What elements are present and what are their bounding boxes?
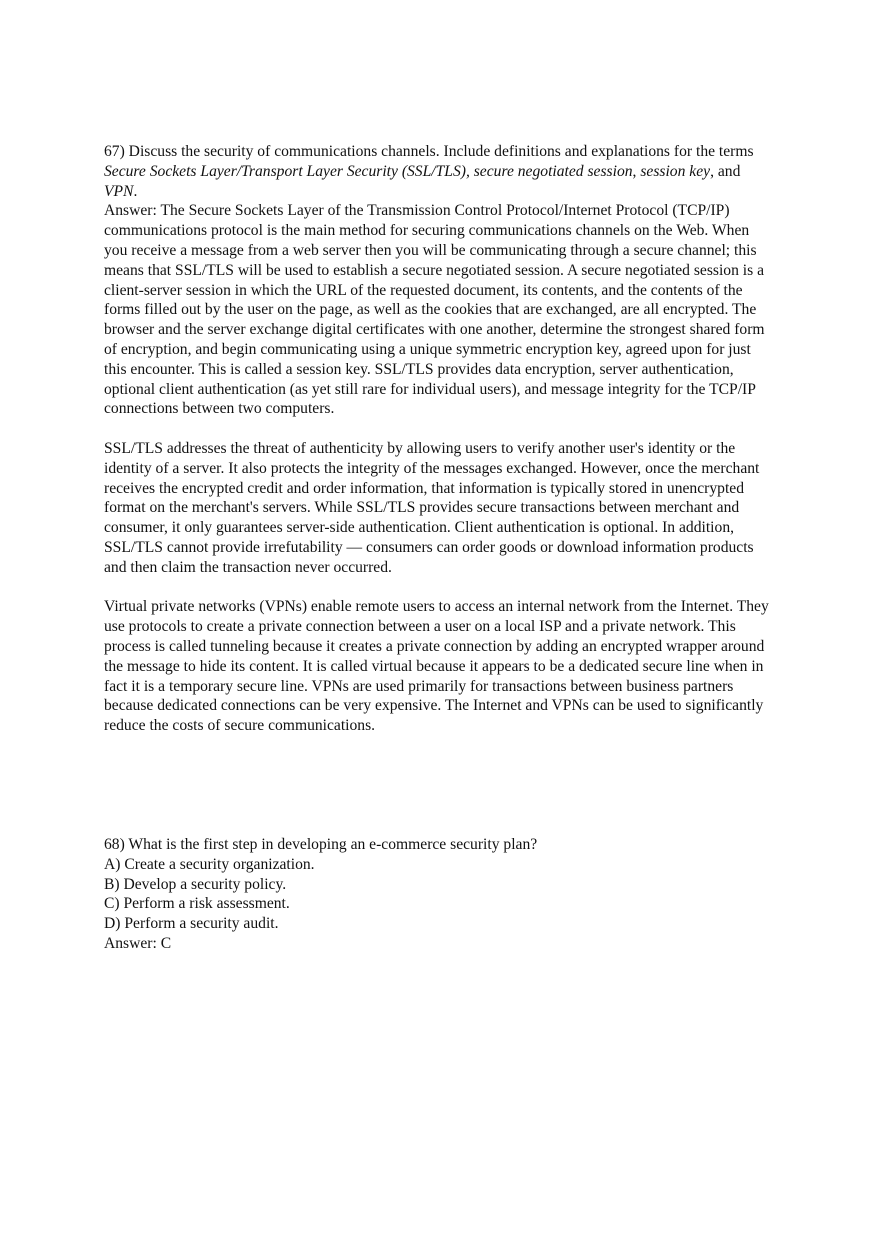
answer-67-paragraph-2: SSL/TLS addresses the threat of authenticity by allowing users to verify another user's identity or the identity of a server. It also protects the integrity of the messages exchanged. However, once the merchant receives the encrypted credit and order information, that information is typically stored in unencrypted format on the merchant's servers. While SSL/TLS provides secure transactions between merchant and consumer, it only guarantees server-side authentication. Client authentication is optional. In addition, SSL/TLS cannot provide irrefutability — consumers can order goods or download information products and then claim the transaction never occurred. (104, 439, 760, 576)
question-68-text: 68) What is the first step in developing an e-commerce security plan? (104, 835, 538, 853)
answer-67-paragraph-1: Answer: The Secure Sockets Layer of the Transmission Control Protocol/Internet Protocol (TCP/IP) communications protocol is the main method for securing communications channels on the Web. When you receive a message from a web server then you will be communicating through a secure channel; this means that SSL/TLS will be used to establish a secure negotiated session. A secure negotiated session is a client-server session in which the URL of the requested document, its contents, and the contents of the forms filled out by the user on the page, as well as the cookies that are exchanged, are all encrypted. The browser and the server exchange digital certificates with one another, determine the strongest shared form of encryption, and begin communicating using a unique symmetric encryption key, agreed upon for just this encounter. This is called a session key. SSL/TLS provides data encryption, server authentication, optional client authentication (as yet still rare for individual users), and message integrity for the TCP/IP connections between two computers. (104, 202, 765, 418)
document-page (104, 142, 776, 954)
term-ssl-tls: Secure Sockets Layer/Transport Layer Security (SSL/TLS), secure negotiated session (104, 162, 633, 180)
question-68-option-c: C) Perform a risk assessment. (104, 895, 290, 913)
question-68-option-d: D) Perform a security audit. (104, 915, 279, 933)
question-68-option-a: A) Create a security organization. (104, 855, 315, 873)
question-67-prompt (104, 142, 776, 201)
prompt-period: . (133, 182, 138, 200)
answer-67-paragraph-3: Virtual private networks (VPNs) enable remote users to access an internal network from the Internet. They use protocols to create a private connection between a user on a local ISP and a private network. This process is called tunneling because it creates a private connection by adding an encrypted wrapper around the message to hide its content. It is called virtual because it appears to be a dedicated secure line when in fact it is a temporary secure line. VPNs are used primarily for transactions between business partners because dedicated connections can be very expensive. The Internet and VPNs can be used to significantly reduce the costs of secure communications. (104, 598, 769, 735)
question-67-prompt-text: 67) Discuss the security of communications channels. Include definitions and explanations for the terms (104, 143, 754, 160)
term-vpn: VPN (104, 182, 134, 200)
term-session-key: session key (640, 162, 711, 180)
question-68-answer: Answer: C (104, 934, 172, 952)
and-separator: , and (710, 162, 741, 180)
question-67 (104, 142, 776, 736)
question-68 (104, 835, 776, 954)
question-68-option-b: B) Develop a security policy. (104, 875, 287, 893)
comma-separator: , (632, 162, 641, 180)
